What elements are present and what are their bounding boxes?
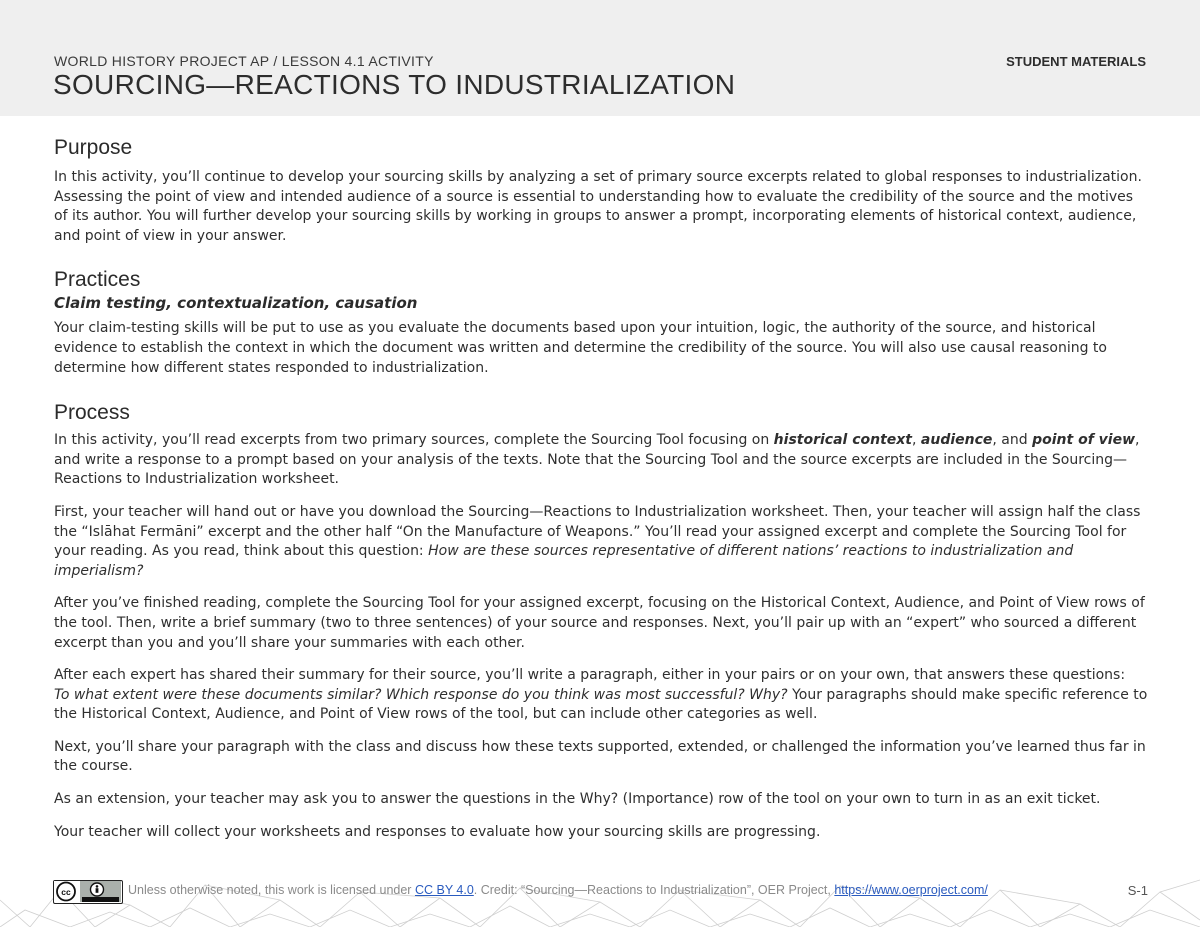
practices-heading: Practices bbox=[54, 268, 141, 292]
footer bbox=[0, 870, 1200, 927]
term-audience: audience bbox=[920, 432, 993, 449]
process-heading: Process bbox=[54, 401, 130, 425]
p1-text-g: , and write a response to a prompt based on your analysis of the texts. Note that the Sourcing Tool and the source excerpts are included in the Sourcing—Reactions to Industrialization worksheet. bbox=[54, 432, 1140, 488]
creative-commons-icon bbox=[54, 881, 121, 902]
oer-project-link[interactable]: https://www.oerproject.com/ bbox=[834, 883, 988, 897]
p1-text-a: In this activity, you’ll read excerpts from two primary sources, complete the Sourcing Tool focusing on bbox=[54, 432, 774, 449]
license-credit-line bbox=[128, 883, 988, 897]
process-paragraph-4 bbox=[54, 666, 1150, 725]
process-paragraph-5: Next, you’ll share your paragraph with the class and discuss how these texts supported, extended, or challenged the information you’ve learned thus far in the course. bbox=[54, 738, 1146, 775]
paragraph-questions: To what extent were these documents similar? Which response do you think was most successful? Why? bbox=[54, 686, 788, 703]
process-paragraph-6: As an extension, your teacher may ask you to answer the questions in the Why? (Importance) row of the tool on your own to turn in as an exit ticket. bbox=[54, 791, 1101, 808]
page-number: S-1 bbox=[1127, 883, 1148, 898]
guiding-question: How are these sources representative of different nations’ reactions to industrialization and imperialism? bbox=[54, 543, 1074, 579]
process-paragraph-1 bbox=[54, 431, 1150, 490]
geometric-pattern-background bbox=[0, 870, 1200, 927]
term-point-of-view: point of view bbox=[1032, 432, 1136, 449]
practices-subheading: Claim testing, contextualization, causation bbox=[54, 294, 418, 313]
header-band bbox=[0, 0, 1200, 116]
p1-text-e: , and bbox=[992, 432, 1033, 449]
process-paragraph-7: Your teacher will collect your worksheets and responses to evaluate how your sourcing skills are progressing. bbox=[54, 823, 821, 840]
process-paragraph-3: After you’ve finished reading, complete the Sourcing Tool for your assigned excerpt, focusing on the Historical Context, Audience, and Point of View rows of the tool. Then, write a brief summary (two to three sentences) of your source and responses. Next, you’ll pair up with an “expert” who sourced a different excerpt than you and you’ll share your summaries with each other. bbox=[54, 595, 1145, 651]
lesson-kicker: WORLD HISTORY PROJECT AP / LESSON 4.1 ACTIVITY bbox=[54, 53, 434, 69]
cc-by-license-badge bbox=[53, 880, 123, 904]
p4-text-a: After each expert has shared their summary for their source, you’ll write a paragraph, either in your pairs or on your own, that answers these questions: bbox=[54, 667, 1126, 684]
svg-text:cc: cc bbox=[61, 887, 71, 897]
student-materials-label: STUDENT MATERIALS bbox=[1006, 54, 1146, 69]
p1-text-c: , bbox=[912, 432, 921, 449]
credit-text: . Credit: “Sourcing—Reactions to Industrialization”, OER Project, bbox=[473, 883, 835, 897]
main-content bbox=[54, 136, 1150, 842]
purpose-heading: Purpose bbox=[54, 136, 133, 159]
p4-text-c: Your paragraphs should make specific reference to the Historical Context, Audience, and Point of View rows of the tool, but can include other categories as well. bbox=[54, 686, 1148, 723]
license-prefix: Unless otherwise noted, this work is licensed under bbox=[128, 883, 415, 897]
process-paragraph-2 bbox=[54, 503, 1150, 581]
purpose-paragraph: In this activity, you’ll continue to develop your sourcing skills by analyzing a set of primary source excerpts related to global responses to industrialization. Assessing the point of view and intended audience of a source is essential to understanding how to evaluate the credibility of the source and the motives of its author. You will further develop your sourcing skills by working in groups to answer a prompt, incorporating elements of historical context, audience, and point of view in your answer. bbox=[54, 169, 1142, 244]
term-historical-context: historical context bbox=[773, 432, 912, 449]
page-title: SOURCING—REACTIONS TO INDUSTRIALIZATION bbox=[53, 69, 736, 100]
cc-by-license-link[interactable]: CC BY 4.0 bbox=[414, 883, 474, 897]
p2-text: First, your teacher will hand out or have you download the Sourcing—Reactions to Industrialization worksheet. Then, your teacher will assign half the class the “Islāhat Fermāni” excerpt and the other half “On the Manufacture of Weapons.” You’ll read your assigned excerpt and complete the Sourcing Tool for your reading. As you read, think about this question: bbox=[54, 503, 1141, 560]
practices-paragraph: Your claim-testing skills will be put to use as you evaluate the documents based upon your intuition, logic, the authority of the source, and historical evidence to establish the context in which the document was written and determine the credibility of the source. You will also use causal reasoning to determine how different states responded to industrialization. bbox=[54, 320, 1107, 376]
